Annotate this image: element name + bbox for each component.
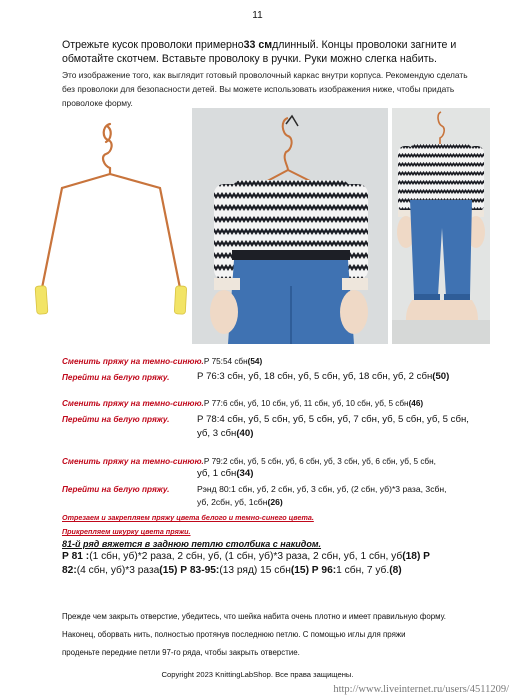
doll-torso-photo (192, 108, 388, 344)
switch-to-white-label-1 (62, 372, 169, 384)
fasten-yarn-note: Отрезаем и закрепляем пряжу цвета белого и темно-синего цвета. (62, 513, 314, 522)
row-78-line2: уб, 3 сбн (197, 428, 237, 439)
switch-to-navy-label-2: Сменить пряжу на темно-синюю. (62, 399, 204, 408)
row-80-line2: уб, 2сбн, уб, 1сбн (197, 497, 268, 507)
row-81-text: (1 сбн, уб)*2 раза, 2 сбн, уб, (1 сбн, уб)*3 раза, 2 сбн, уб, 1 сбн, уб (89, 551, 403, 562)
row-79-count: (34) (236, 468, 254, 479)
intro-part2: длинный. Концы проволоки загните и обмотайте скотчем. Вставьте проволоку в ручки. Руки можно слегка набить. (62, 39, 457, 65)
doll-body-illustration (392, 108, 490, 344)
row-80 (197, 483, 447, 509)
rows-81-96 (62, 550, 482, 578)
copyright-footer: Copyright 2023 KnittingLabShop. Все права защищены. (161, 670, 354, 679)
closing-line-3: проденьте передние петли 97-го ряда, чтобы закрыть отверстие. (62, 648, 300, 657)
closing-line-1: Прежде чем закрыть отверстие, убедитесь, что шейка набита очень плотно и имеет правильную форму. (62, 612, 446, 621)
watermark-url: http://www.liveinternet.ru/users/4511209/ (333, 684, 509, 695)
wire-length: 33 см (243, 39, 273, 51)
row-83-95-label: (15) Р 83-95: (159, 565, 220, 576)
closing-line-2: Наконец, оборвать нить, полностью протянув последнюю петлю. С помощью иглы для пряжи (62, 630, 406, 639)
row-80-count: (26) (267, 497, 283, 507)
row-75-count: (54) (247, 357, 263, 366)
wire-frame-illustration (28, 108, 188, 344)
switch-to-white-label-2 (62, 414, 169, 426)
row-81-note: 81-й ряд вяжется в заднюю петлю столбика с накидом. (62, 539, 322, 549)
switch-to-navy-label-3: Сменить пряжу на темно-синюю. (62, 457, 204, 466)
wire-note: Это изображение того, как выглядит готовый проволочный каркас внутри корпуса. Рекомендую сделать без проволоки для безопасности детей. Вы можете использовать изображения ниже, чтобы придать проволоке форму. (62, 70, 468, 108)
row-79-end (197, 468, 253, 480)
wire-frame-photo (28, 108, 188, 344)
row-82-text: (4 сбн, уб)*3 раза (76, 565, 160, 576)
page-number: 11 (252, 10, 263, 21)
row-75-text: Р 75:54 сбн (203, 357, 248, 366)
intro-paragraph (62, 38, 472, 66)
row-79-line1: Р 79:2 сбн, уб, 5 сбн, уб, 6 сбн, уб, 3 сбн, уб, 6 сбн, уб, 5 сбн, (203, 457, 436, 466)
attach-skin-yarn-note: Прикрепляем шкурку цвета пряжи. (62, 527, 191, 536)
switch-to-white-text-3: Перейти на белую пряжу. (62, 485, 170, 494)
switch-to-white-text: Перейти на белую пряжу. (62, 373, 170, 382)
row-96-label: (15) Р 96: (290, 565, 337, 576)
row-78 (197, 413, 469, 441)
row-96-text: 1 сбн, 7 уб. (336, 565, 390, 576)
row-77-text: Р 77:6 сбн, уб, 10 сбн, уб, 11 сбн, уб, 10 сбн, уб, 5 сбн (203, 399, 409, 408)
row-77-count: (46) (408, 399, 424, 408)
switch-to-navy-label: Сменить пряжу на темно-синюю. (62, 357, 204, 366)
row-81-count: (18) Р (402, 551, 430, 562)
row-80-line1: Рэнд 80:1 сбн, уб, 2 сбн, уб, 3 сбн, уб, (2 сбн, уб)*3 раза, 3сбн, (197, 484, 447, 494)
doll-torso-illustration (192, 108, 388, 344)
row-96-count: (8) (389, 565, 402, 576)
row-76 (197, 371, 449, 383)
doll-body-photo (392, 108, 490, 344)
intro-part1: Отрежьте кусок проволоки примерно (62, 39, 244, 51)
row-76-text: Р 76:3 сбн, уб, 18 сбн, уб, 5 сбн, уб, 18 сбн, уб, 2 сбн (197, 371, 433, 382)
step-77 (62, 398, 423, 410)
step-75 (62, 356, 262, 368)
row-81-label: Р 81 : (62, 551, 90, 562)
closing-paragraph (62, 608, 492, 662)
row-76-count: (50) (432, 371, 450, 382)
step-79 (62, 456, 436, 468)
row-82-label: 82: (62, 565, 77, 576)
row-78-line1: Р 78:4 сбн, уб, 5 сбн, уб, 5 сбн, уб, 7 сбн, уб, 5 сбн, уб, 5 сбн, (197, 414, 469, 425)
switch-to-white-text-2: Перейти на белую пряжу. (62, 415, 170, 424)
switch-to-white-label-3 (62, 484, 169, 496)
row-78-count: (40) (236, 428, 254, 439)
row-79-line2: уб, 1 сбн (197, 468, 237, 479)
row-83-95-text: (13 ряд) 15 сбн (219, 565, 291, 576)
